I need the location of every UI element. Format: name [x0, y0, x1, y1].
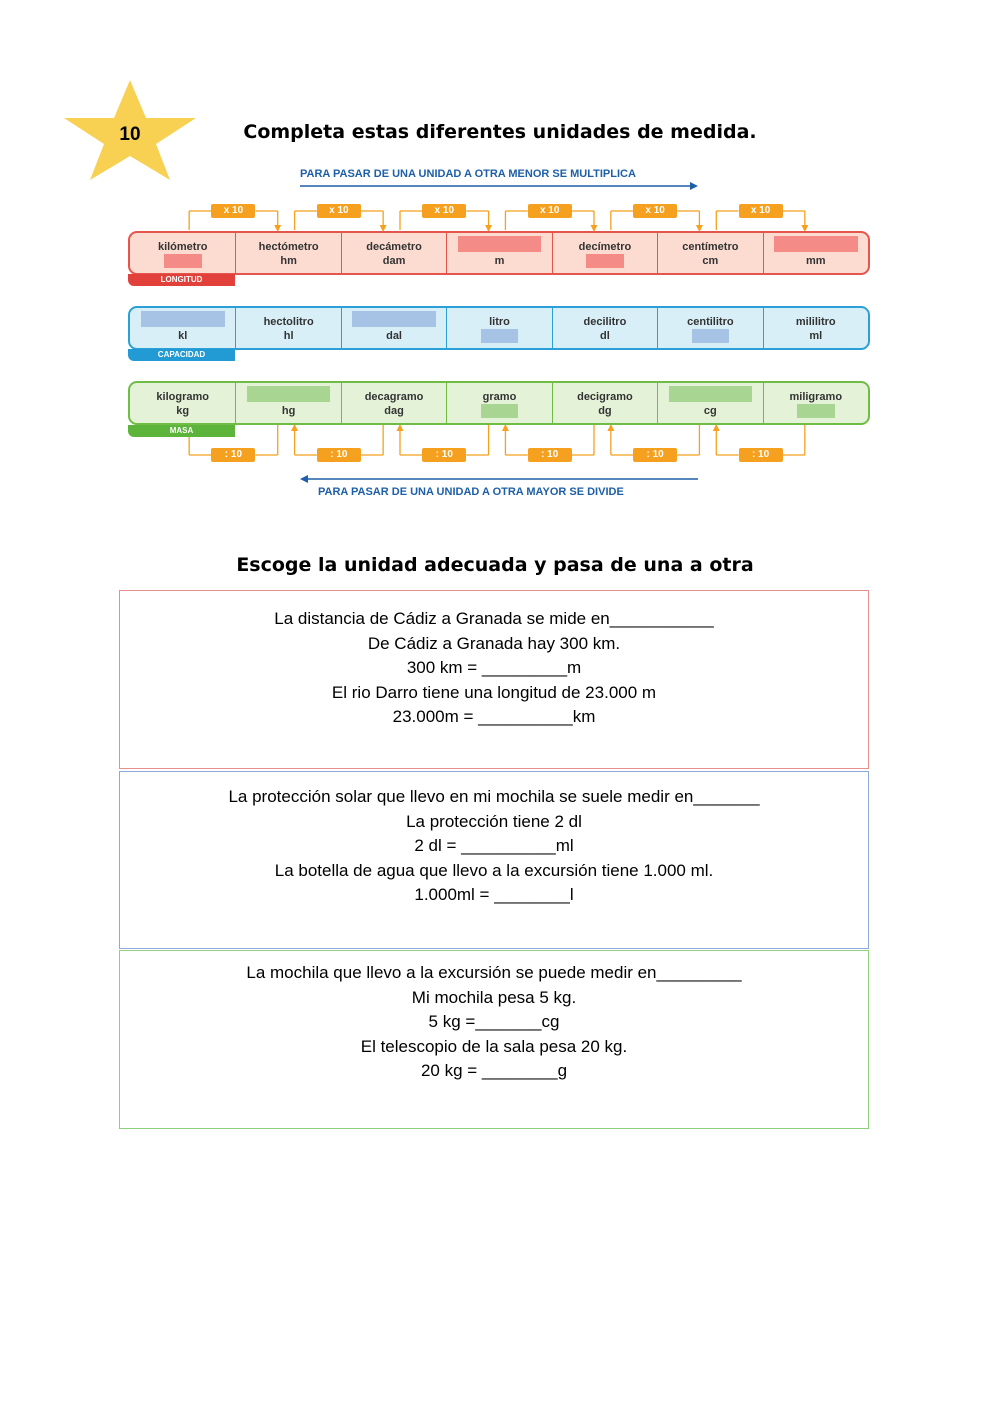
unit-cell: [552, 233, 657, 273]
tag-masa: MASA: [128, 425, 235, 437]
unit-cell: [341, 383, 446, 423]
unit-symbol: mm: [805, 255, 826, 267]
exercise-line[interactable]: La mochila que llevo a la excursión se puede medir en_________: [246, 963, 742, 982]
title-choose-unit: Escoge la unidad adecuada y pasa de una a otra: [236, 554, 754, 576]
unit-cell: [341, 233, 446, 273]
banner-multiply: PARA PASAR DE UNA UNIDAD A OTRA MENOR SE MULTIPLICA: [300, 168, 636, 180]
unit-name: mililitro: [795, 316, 836, 328]
unit-symbol: hl: [283, 330, 294, 342]
unit-name: kilómetro: [157, 241, 208, 253]
divide-label: : 10: [528, 448, 572, 462]
unit-symbol: cm: [702, 255, 719, 267]
exercise-line: El rio Darro tiene una longitud de 23.000 m: [331, 682, 657, 702]
divide-label: : 10: [317, 448, 361, 462]
answer-blank[interactable]: [141, 311, 225, 327]
row-longitud: [128, 231, 870, 275]
unit-symbol: dl: [600, 330, 610, 342]
answer-blank[interactable]: [481, 329, 519, 343]
answer-blank[interactable]: [692, 329, 730, 343]
row-capacidad: [128, 306, 870, 350]
unit-name: centilitro: [687, 316, 734, 328]
unit-symbol: kl: [178, 330, 188, 342]
multiply-label: x 10: [317, 204, 361, 218]
unit-symbol: ml: [809, 330, 823, 342]
unit-name: hectolitro: [263, 316, 314, 328]
multiply-label: x 10: [422, 204, 466, 218]
unit-symbol: kg: [176, 405, 190, 417]
unit-symbol: dal: [386, 330, 402, 342]
unit-cell: [552, 383, 657, 423]
exercise-line: El telescopio de la sala pesa 20 kg.: [360, 1036, 628, 1056]
multiply-label: x 10: [633, 204, 677, 218]
unit-name: kilogramo: [156, 391, 209, 403]
answer-blank[interactable]: [247, 386, 331, 402]
answer-blank[interactable]: [481, 404, 519, 418]
unit-cell: [235, 308, 340, 348]
unit-symbol: hg: [281, 405, 296, 417]
exercise-line: La protección tiene 2 dl: [406, 811, 582, 831]
divide-label: : 10: [633, 448, 677, 462]
tag-capacidad: CAPACIDAD: [128, 349, 235, 361]
tag-longitud: LONGITUD: [128, 274, 235, 286]
unit-symbol: hm: [280, 255, 297, 267]
unit-cell: [763, 308, 868, 348]
divide-label: : 10: [739, 448, 783, 462]
answer-blank[interactable]: [352, 311, 436, 327]
unit-cell: [657, 383, 762, 423]
unit-name: miligramo: [789, 391, 843, 403]
row-masa: [128, 381, 870, 425]
exercise-length: [119, 590, 869, 769]
unit-cell: [235, 383, 340, 423]
unit-cell: [130, 383, 235, 423]
activity-number: 10: [119, 124, 141, 145]
answer-blank[interactable]: [586, 254, 624, 268]
unit-cell: [657, 233, 762, 273]
unit-cell: [763, 383, 868, 423]
unit-symbol: dam: [382, 255, 406, 267]
unit-cell: [446, 233, 551, 273]
unit-cell: [235, 233, 340, 273]
exercise-line[interactable]: 1.000ml = ________l: [414, 885, 574, 905]
unit-name: centímetro: [682, 241, 739, 253]
exercise-capacity: [119, 771, 869, 949]
exercise-line[interactable]: 20 kg = ________g: [420, 1061, 568, 1081]
unit-name: decilitro: [583, 316, 627, 328]
exercise-mass: [119, 950, 869, 1129]
exercise-line[interactable]: La distancia de Cádiz a Granada se mide en___________: [274, 609, 714, 628]
exercise-line[interactable]: 300 km = _________m: [406, 658, 582, 678]
multiply-label: x 10: [739, 204, 783, 218]
banner-divide: PARA PASAR DE UNA UNIDAD A OTRA MAYOR SE DIVIDE: [318, 486, 624, 498]
unit-cell: [446, 308, 551, 348]
answer-blank[interactable]: [669, 386, 753, 402]
unit-cell: [130, 233, 235, 273]
answer-blank[interactable]: [797, 404, 835, 418]
unit-symbol: dg: [598, 405, 612, 417]
unit-name: hectómetro: [258, 241, 319, 253]
unit-name: litro: [489, 316, 510, 328]
unit-cell: [552, 308, 657, 348]
unit-name: decigramo: [577, 391, 633, 403]
answer-blank[interactable]: [458, 236, 542, 252]
unit-symbol: m: [494, 255, 505, 267]
title-complete-units: Completa estas diferentes unidades de medida.: [243, 121, 757, 143]
multiply-label: x 10: [528, 204, 572, 218]
unit-symbol: cg: [703, 405, 717, 417]
unit-name: decímetro: [578, 241, 632, 253]
divide-label: : 10: [422, 448, 466, 462]
answer-blank[interactable]: [164, 254, 202, 268]
exercise-line: La botella de agua que llevo a la excursión tiene 1.000 ml.: [274, 860, 714, 880]
exercise-line[interactable]: 23.000m = __________km: [392, 707, 596, 727]
unit-symbol: dag: [384, 405, 404, 417]
exercise-line: Mi mochila pesa 5 kg.: [411, 987, 577, 1007]
unit-name: gramo: [482, 391, 517, 403]
exercise-line: De Cádiz a Granada hay 300 km.: [367, 633, 621, 653]
answer-blank[interactable]: [774, 236, 858, 252]
exercise-line[interactable]: La protección solar que llevo en mi mochila se suele medir en_______: [228, 787, 760, 806]
exercise-line[interactable]: 5 kg =_______cg: [428, 1012, 560, 1032]
unit-cell: [130, 308, 235, 348]
unit-name: decámetro: [366, 241, 422, 253]
unit-cell: [763, 233, 868, 273]
exercise-line[interactable]: 2 dl = __________ml: [414, 836, 574, 856]
multiply-label: x 10: [211, 204, 255, 218]
unit-cell: [657, 308, 762, 348]
divide-label: : 10: [211, 448, 255, 462]
unit-cell: [341, 308, 446, 348]
unit-cell: [446, 383, 551, 423]
unit-name: decagramo: [364, 391, 424, 403]
